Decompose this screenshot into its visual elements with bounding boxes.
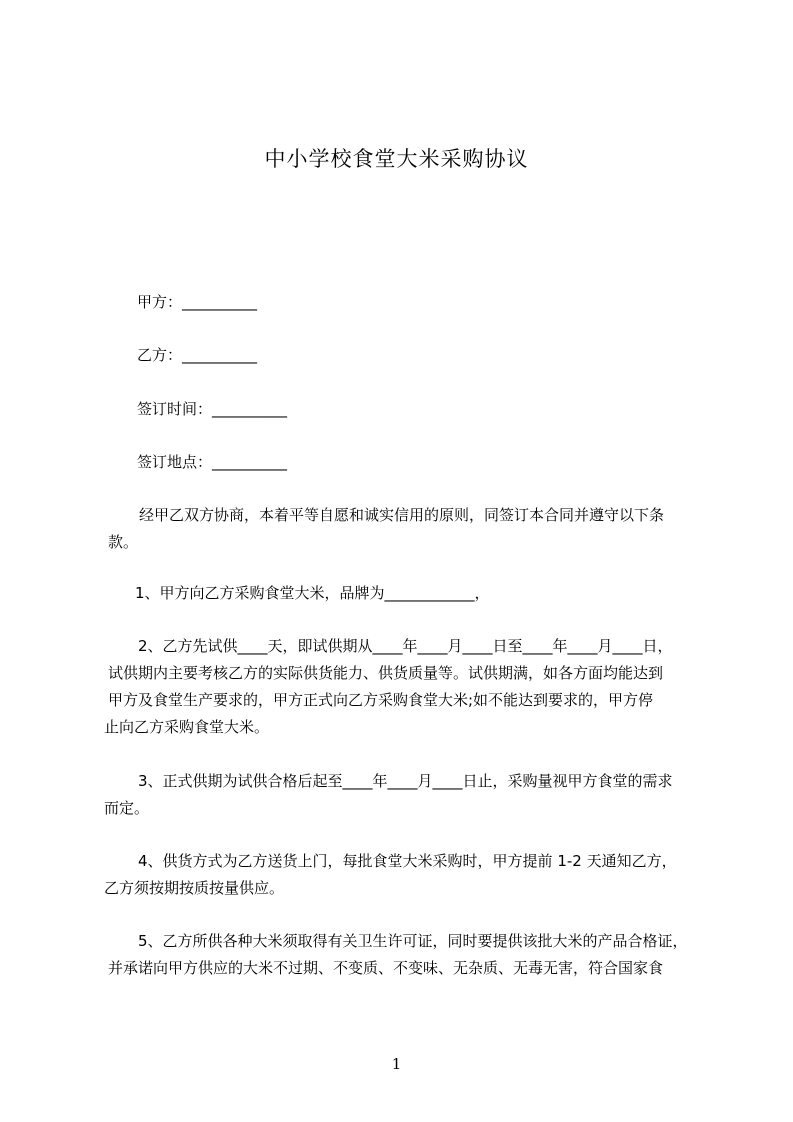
paragraph-line: 而定。 (104, 799, 150, 817)
party-a-blank: __________ (182, 293, 258, 311)
signing-time-blank: __________ (212, 400, 288, 418)
signing-time-label: 签订时间： (137, 400, 213, 418)
party-b-blank: __________ (182, 346, 258, 364)
paragraph-line: 并承诺向甲方供应的大米不过期、不变质、不变味、无杂质、无毒无害，符合国家食 (108, 959, 664, 977)
paragraph-line: 甲方及食堂生产要求的，甲方正式向乙方采购食堂大米;如不能达到要求的，甲方停 (108, 691, 654, 709)
party-b-label: 乙方： (137, 346, 183, 364)
paragraph-line: 乙方须按期按质按量供应。 (104, 879, 285, 897)
page-number: 1 (391, 1055, 402, 1073)
paragraph-line: 止向乙方采购食堂大米。 (104, 718, 270, 736)
paragraph-line: 款。 (108, 533, 139, 551)
party-a-field (137, 292, 257, 312)
paragraph-line: 4、供货方式为乙方送货上门，每批食堂大米采购时，甲方提前 1-2 天通知乙方， (138, 852, 677, 870)
paragraph-line: 5、乙方所供各种大米须取得有关卫生许可证，同时要提供该批大米的产品合格证， (138, 932, 688, 950)
signing-place-label: 签订地点： (137, 453, 213, 471)
paragraph-line: 1、甲方向乙方采购食堂大米，品牌为____________， (135, 584, 490, 602)
paragraph-line: 试供期内主要考核乙方的实际供货能力、供货质量等。试供期满，如各方面均能达到 (108, 664, 664, 682)
party-b-field (137, 345, 257, 365)
paragraph-line: 2、乙方先试供____天，即试供期从____年____月____日至____年____月____日， (138, 637, 673, 655)
signing-place-blank: __________ (212, 453, 288, 471)
party-a-label: 甲方： (137, 293, 183, 311)
document-title: 中小学校食堂大米采购协议 (264, 147, 529, 171)
paragraph-line: 经甲乙双方协商，本着平等自愿和诚实信用的原则，同签订本合同并遵守以下条 (139, 506, 665, 524)
signing-time-field (137, 399, 287, 419)
signing-place-field (137, 452, 287, 472)
paragraph-line: 3、正式供期为试供合格后起至____年____月____日止，采购量视甲方食堂的需求 (138, 772, 673, 790)
